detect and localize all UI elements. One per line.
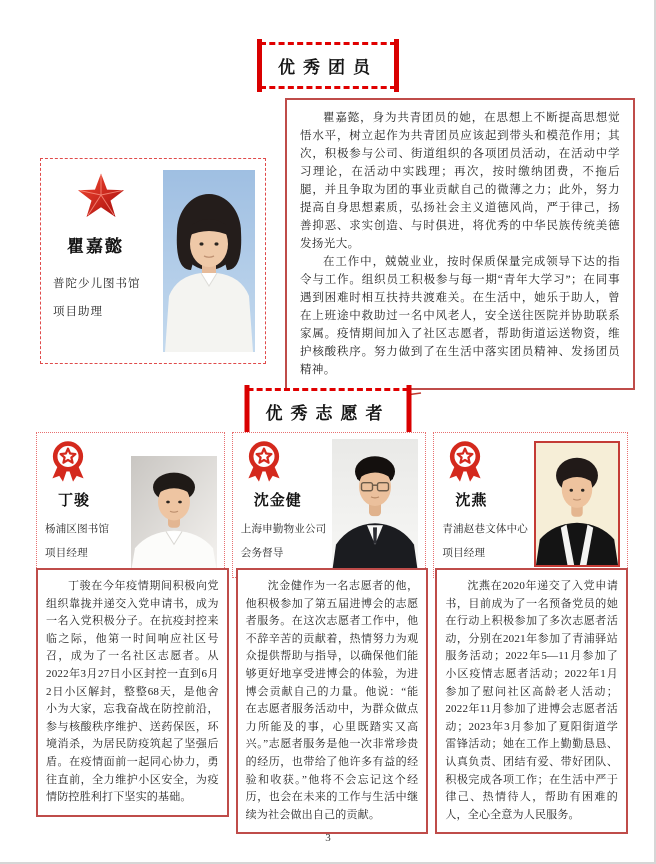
page-number: 3 [325, 832, 331, 844]
volunteer-card-shenjinjian [232, 432, 427, 578]
award-medal-icon [46, 439, 90, 483]
outstanding-league-member-title [260, 42, 396, 89]
title-text: 优秀团员 [278, 58, 378, 77]
red-star-icon [77, 172, 125, 218]
volunteer-name: 丁骏 [58, 492, 91, 509]
volunteer-cards-row [36, 432, 628, 578]
volunteer-name: 沈金健 [253, 492, 302, 509]
volunteer-name: 沈燕 [455, 492, 488, 509]
volunteer-photo [131, 456, 217, 572]
member-id-photo [163, 170, 255, 352]
volunteer-role: 会务督导 [240, 548, 284, 559]
member-description-box [285, 98, 635, 390]
volunteer-role: 项目经理 [442, 548, 486, 559]
volunteer-organization: 上海申勤物业公司 [240, 524, 327, 535]
title-text: 优秀志愿者 [265, 404, 391, 423]
description-paragraph-1: 瞿嘉懿，身为共青团员的她，在思想上不断提高思想觉悟水平，树立起作为共青团员应该起到带头和模范作用；其次，积极参与公司、街道组织的各项团员活动，在活动中学习理论，在活动中实践理；再次，按时缴纳团费，不拖后腿，并且争取为团的事业贡献自己的微薄之力；此外，努力提高自身思想素质，弘扬社会主义道德风尚，严于律己，扬善抑恶、求实创造、与时俱进，将优秀的中华民族传统美德发扬光大。 [300, 112, 620, 250]
member-role: 项目助理 [53, 306, 103, 318]
volunteer-info-column [441, 438, 528, 572]
member-profile-card [40, 158, 266, 364]
volunteer-card-shenyan [433, 432, 628, 578]
volunteer-bio-dingjun: 丁骏在今年疫情期间积极向党组织靠拢并递交入党申请书，成为一名入党积极分子。在抗疫封控来临之际，他第一时间响应社区号召，成为了一名社区志愿者。从2022年3月27日小区封控一直到6月2日小区解封，整整68天，是他舍小为大家，忘我奋战在防控前沿，参与核酸秩序维护、送药保医，环境消杀，为居民防疫筑起了坚强后盾。在疫情面前一起同心协力，勇往直前，全力维护小区安全，为疫情防控胜利打下坚实的基础。 [36, 568, 229, 817]
outstanding-volunteer-title [248, 388, 409, 435]
member-name: 瞿嘉懿 [67, 237, 124, 256]
award-medal-icon [242, 439, 286, 483]
volunteer-role: 项目经理 [45, 548, 88, 559]
volunteer-photo [534, 441, 620, 567]
volunteer-organization: 青浦赵巷文体中心 [442, 524, 528, 535]
volunteer-bio-shenjinjian: 沈金健作为一名志愿者的他，他积极参加了第五届进博会的志愿者服务。在这次志愿者工作中，他不辞辛苦的贡献着，热情努力为观众提供帮助与指导，以确保他们能够更好地享受进博会的体验，为进博会贡献自己的力量。他说：“能在志愿者服务活动中，为群众做点力所能及的事，心里既踏实又高兴。”志愿者服务是他一次非常珍贵的经历，也带给了他许多有益的经验和收获。”他将不会忘记这个经历，也会在未来的工作与生活中继续为社会做出自己的贡献。 [236, 568, 429, 834]
member-organization: 普陀少儿图书馆 [53, 278, 141, 290]
volunteer-organization: 杨浦区图书馆 [45, 524, 110, 535]
volunteer-info-column [240, 438, 327, 572]
volunteer-bio-shenyan: 沈燕在2020年递交了入党申请书，目前成为了一名预备党员的她在行动上积极参加了多次志愿者活动，分别在2021年参加了青浦驿站服务活动；2022年5—11月参加了小区疫情志愿者活动；2022年1月参加了慰问社区高龄老人活动；2022年11月参加了进博会志愿者活动；2023年3月参加了夏阳街道学雷锋活动；她在工作上勤勤恳恳、认真负责、团结有爱、带好团队、积极完成各项工作；在生活中严于律己、热情待人，帮助有困难的人，全心全意为人民服务。 [435, 568, 628, 834]
member-description-wrap [285, 98, 635, 417]
volunteer-photo [332, 439, 418, 573]
description-paragraph-2: 在工作中，兢兢业业，按时保质保量完成领导下达的指令与工作。组织员工积极参与每一期“青年大学习”；在同事遇到困难时相互扶持共渡难关。在生活中，她乐于助人，曾在上班途中救助过一名中风老人，安全送往医院并协助联系家属。疫情期间加入了社区志愿者，帮助街道运送物资，维护核酸秩序。努力做到了在生活中落实团员精神、发扬团员精神。 [300, 256, 620, 376]
member-info-column [51, 170, 155, 352]
volunteer-bios-row [36, 568, 628, 834]
volunteer-info-column [44, 438, 125, 572]
award-medal-icon [443, 439, 487, 483]
volunteer-card-dingjun [36, 432, 225, 578]
